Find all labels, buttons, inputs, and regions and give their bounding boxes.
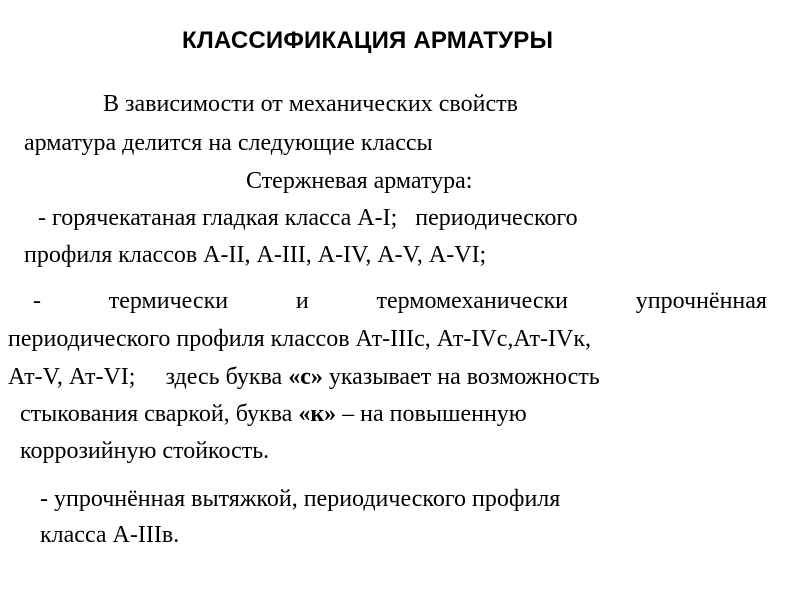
word-thermomechanically: термомеханически: [376, 288, 569, 314]
word-thermally: термически: [108, 288, 229, 314]
letter-c: «с»: [288, 364, 323, 390]
word-and: и: [295, 288, 309, 314]
dash: -: [33, 288, 41, 314]
item-thermal-line-3-end: указывает на возможность: [322, 364, 600, 390]
item-thermal-line-4-end: – на повышенную: [336, 401, 527, 427]
slide-title: КЛАССИФИКАЦИЯ АРМАТУРЫ: [182, 27, 554, 54]
item-hot-rolled-line-2: профиля классов А-II, А-III, А-IV, А-V, А-VI;: [24, 242, 487, 268]
item-drawn-line-2: класса А-IIIв.: [40, 522, 180, 548]
intro-line-2: арматура делится на следующие классы: [24, 130, 433, 156]
word-hardened: упрочнённая: [635, 288, 767, 314]
item-thermal-line-3: [8, 363, 600, 391]
item-thermal-line-1: [33, 287, 767, 315]
item-drawn-line-1: - упрочнённая вытяжкой, периодического профиля: [40, 486, 561, 512]
item-thermal-line-5: коррозийную стойкость.: [20, 438, 270, 464]
intro-line-1: В зависимости от механических свойств: [103, 91, 518, 117]
item-thermal-line-4-start: стыкования сваркой, буква: [20, 401, 299, 427]
item-thermal-line-3-start: Ат-V, Ат-VI; здесь буква: [8, 364, 289, 390]
letter-k: «к»: [298, 401, 337, 427]
item-thermal-line-2: периодического профиля классов Ат-IIIc, Ат-IVc,Ат-IVк,: [8, 326, 591, 352]
rod-reinforcement-heading: Стержневая арматура:: [246, 168, 473, 194]
item-thermal-line-4: [20, 400, 527, 428]
item-hot-rolled-line-1: - горячекатаная гладкая класса А-I; периодического: [38, 205, 578, 231]
